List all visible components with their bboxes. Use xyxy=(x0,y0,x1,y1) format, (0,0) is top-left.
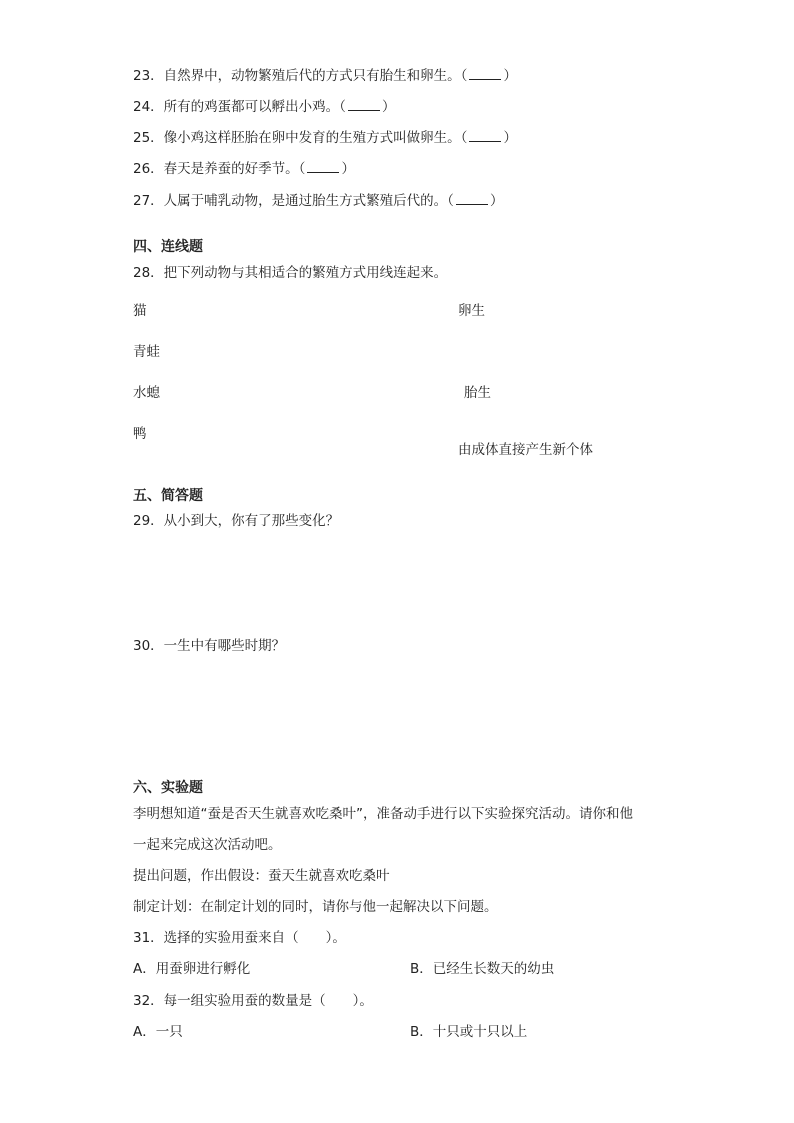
question-26: 26．春天是养蚕的好季节。（ ） xyxy=(133,161,355,177)
animal-item-hydra[interactable]: 水螅 xyxy=(133,385,160,401)
question-29: 29．从小到大，你有了那些变化？ xyxy=(133,513,340,529)
animal-item-frog[interactable]: 青蛙 xyxy=(133,344,160,360)
mode-item-viviparous[interactable]: 胎生 xyxy=(464,385,491,401)
mode-item-oviparous[interactable]: 卵生 xyxy=(458,303,485,319)
answer-blank[interactable] xyxy=(469,129,501,142)
section-title-short-answer: 五、简答题 xyxy=(133,488,203,504)
option-31-b[interactable]: B．已经生长数天的幼虫 xyxy=(410,961,555,977)
answer-blank[interactable] xyxy=(456,192,488,205)
experiment-intro-line2: 一起来完成这次活动吧。 xyxy=(133,837,282,853)
question-24: 24．所有的鸡蛋都可以孵出小鸡。（ ） xyxy=(133,99,396,115)
section-title-matching: 四、连线题 xyxy=(133,239,203,255)
experiment-intro-line1: 李明想知道“蚕是否天生就喜欢吃桑叶”，准备动手进行以下实验探究活动。请你和他 xyxy=(133,806,633,822)
animal-item-duck[interactable]: 鸭 xyxy=(133,426,147,442)
question-31: 31．选择的实验用蚕来自（ ）。 xyxy=(133,930,346,946)
question-30: 30．一生中有哪些时期？ xyxy=(133,638,286,654)
question-28: 28．把下列动物与其相适合的繁殖方式用线连起来。 xyxy=(133,265,448,281)
answer-blank[interactable] xyxy=(307,160,339,173)
option-32-a[interactable]: A．一只 xyxy=(133,1024,183,1040)
mode-item-asexual[interactable]: 由成体直接产生新个体 xyxy=(458,442,593,458)
question-32: 32．每一组实验用蚕的数量是（ ）。 xyxy=(133,993,373,1009)
option-32-b[interactable]: B．十只或十只以上 xyxy=(410,1024,528,1040)
question-23: 23．自然界中，动物繁殖后代的方式只有胎生和卵生。（ ） xyxy=(133,68,517,84)
experiment-plan: 制定计划：在制定计划的同时，请你与他一起解决以下问题。 xyxy=(133,899,498,915)
answer-blank[interactable] xyxy=(348,98,380,111)
section-title-experiment: 六、实验题 xyxy=(133,780,203,796)
question-27: 27．人属于哺乳动物，是通过胎生方式繁殖后代的。（ ） xyxy=(133,193,504,209)
answer-blank[interactable] xyxy=(469,67,501,80)
question-25: 25．像小鸡这样胚胎在卵中发育的生殖方式叫做卵生。（ ） xyxy=(133,130,517,146)
experiment-hypothesis: 提出问题，作出假设：蚕天生就喜欢吃桑叶 xyxy=(133,868,390,884)
option-31-a[interactable]: A．用蚕卵进行孵化 xyxy=(133,961,251,977)
animal-item-cat[interactable]: 猫 xyxy=(133,303,147,319)
